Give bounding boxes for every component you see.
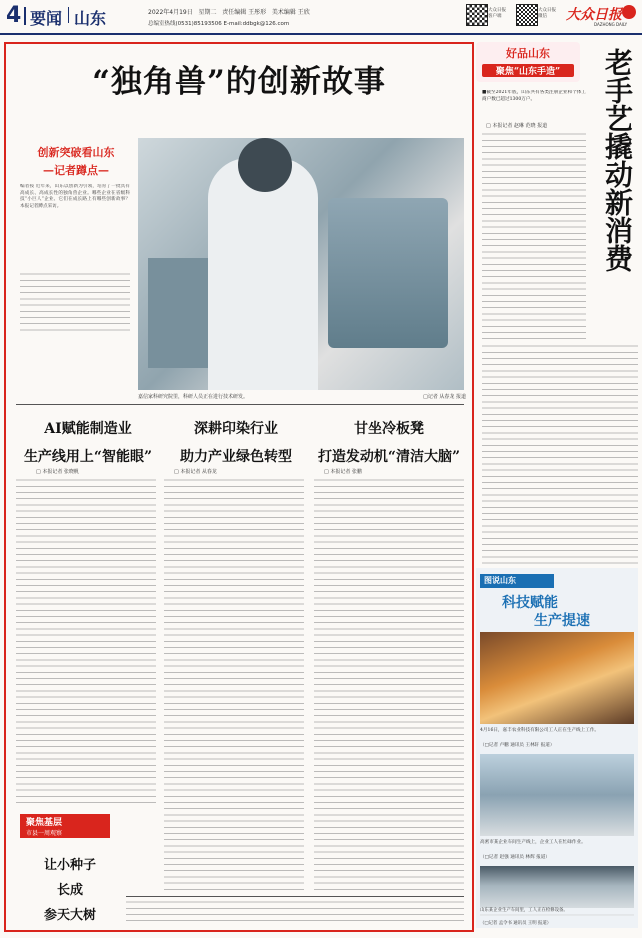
banner-subtitle: 聚焦“山东手造” xyxy=(482,64,574,77)
body-column xyxy=(16,478,156,808)
image-section xyxy=(476,568,638,928)
section-divider xyxy=(16,404,464,405)
lab-scientist xyxy=(208,158,318,390)
lab-equipment xyxy=(328,198,448,348)
masthead-sub: DAZHONG DAILY xyxy=(594,22,628,27)
divider xyxy=(24,7,26,25)
divider xyxy=(68,7,69,23)
sub-title-line: 甘坐冷板凳 xyxy=(354,421,424,437)
section-title: 要闻 xyxy=(30,9,63,28)
qr-code-icon xyxy=(516,4,538,26)
sidebar-body xyxy=(482,344,638,564)
sidebar-byline: □ 本报记者 赵琳 范晓 报道 xyxy=(486,123,548,129)
lab-scientist-head xyxy=(238,138,292,192)
photo-credit: （□记者 卢鹏 通讯员 王林轩 报道） xyxy=(480,743,555,748)
image-section-title: 科技赋能 xyxy=(502,595,558,611)
sub-title-engine xyxy=(314,418,464,466)
sidebar-body xyxy=(482,132,586,342)
lab-photo xyxy=(138,138,464,390)
region-label: 山东 xyxy=(74,9,107,28)
hotline: 总编室热线(0531)85193506 E-mail:ddbgk@126.com xyxy=(148,21,290,27)
body-column xyxy=(314,478,464,890)
factory-photo xyxy=(480,632,634,724)
qr2-label: 大众日报微信 xyxy=(538,8,556,19)
byline: □ 本报记者 张鹏 xyxy=(324,469,362,475)
badge-title: 创新突破看山东 xyxy=(37,146,115,159)
vertical-headline: 老手艺撬动新消费 xyxy=(601,48,634,272)
feature-tag-line: 聚焦基层 xyxy=(26,818,63,828)
page-number: 4 xyxy=(6,3,22,28)
sidebar-lead: ■截至2021年底，山东共有各类注册企业和个体工商户数已超过1300万户。 xyxy=(482,90,586,102)
photo-credit: （□记者 孟令书 通讯员 王明 报道） xyxy=(480,920,634,926)
qr-code-icon xyxy=(466,4,488,26)
image-section-tag xyxy=(480,574,554,588)
photo-credit: □记者 从春龙 报道 xyxy=(423,394,466,400)
body-column xyxy=(164,478,304,890)
feature-title-line: 参天大树 xyxy=(43,908,96,923)
photo-caption: 嘉信家科研究院里，科研人员正在进行技术研发。 xyxy=(138,394,249,400)
sub-title-line: 生产线用上“智能眼” xyxy=(23,449,153,465)
sidebar xyxy=(476,38,638,928)
factory-photo xyxy=(480,754,634,836)
editor-note: 编者按 近年来，山东以创新为引领，培育了一批具有高成长、高成长性的独角兽企业。哪些企业在省级科技“小巨人”企业、它们在成长路上有哪些创新故事？本报记者蹲点采访。 xyxy=(20,184,130,209)
photo-credit: （□记者 赵强 通讯员 林辉 报道） xyxy=(480,855,550,860)
issue-date xyxy=(148,7,310,16)
lab-equipment xyxy=(148,258,208,368)
sidebar-banner xyxy=(476,42,580,82)
main-article xyxy=(4,42,474,932)
section-badge xyxy=(34,144,118,178)
masthead-logo-icon xyxy=(622,5,636,19)
section-divider xyxy=(126,896,464,897)
feature-tag xyxy=(20,814,110,838)
feature-title-line: 长成 xyxy=(56,883,83,898)
image-section-tag-text: 图说山东 xyxy=(484,576,516,585)
byline: □ 本报记者 从春龙 xyxy=(174,469,217,475)
feature-tag-line: 市县一周观察 xyxy=(26,830,63,837)
feature-body xyxy=(126,900,464,924)
header-rule xyxy=(0,33,642,35)
page-header xyxy=(0,0,642,32)
badge-subtitle: —记者蹲点— xyxy=(43,164,109,177)
editor-note-filler xyxy=(20,272,130,332)
weekday: 星期二 xyxy=(198,9,217,16)
designer: 美术编辑 王欣 xyxy=(271,9,310,16)
sub-title-line: AI赋能制造业 xyxy=(44,421,132,437)
photo-caption: 高密市某企业车间生产线上，企业工人在忙碌作业。 xyxy=(480,840,586,845)
sub-title-line: 深耕印染行业 xyxy=(194,421,278,437)
banner-title: 好品山东 xyxy=(506,47,550,60)
sub-title-line: 助力产业绿色转型 xyxy=(180,449,292,465)
sub-title-dyeing xyxy=(166,418,306,466)
qr1-label: 大众日报客户端 xyxy=(488,8,506,19)
photo-caption: 山东某企业生产车间里，工人正在检修设备。 xyxy=(480,908,634,914)
article-title: “独角兽”的创新故事 xyxy=(92,64,386,100)
sub-title-ai xyxy=(18,418,158,466)
photo-caption: 4月16日，嘉丰农业科技有限公司工人正在生产线上工作。 xyxy=(480,728,600,733)
image-section-title: 生产提速 xyxy=(534,613,590,629)
byline: □ 本报记者 张晓帆 xyxy=(36,469,79,475)
sub-title-line: 打造发动机“清洁大脑” xyxy=(317,449,461,465)
editor: 责任编辑 王彤形 xyxy=(222,9,267,16)
date: 2022年4月19日 xyxy=(148,9,193,16)
feature-title-line: 让小种子 xyxy=(43,858,96,873)
feature-title xyxy=(20,854,120,923)
masthead: 大众日报 xyxy=(566,7,622,23)
